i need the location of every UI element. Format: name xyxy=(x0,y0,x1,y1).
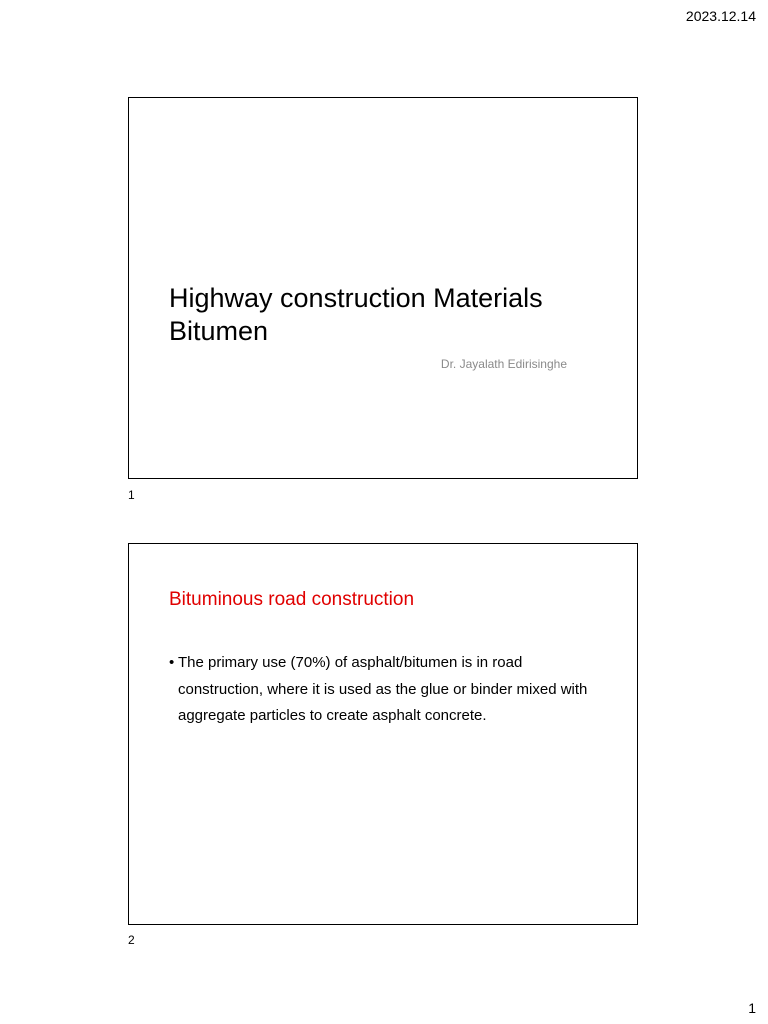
handout-date: 2023.12.14 xyxy=(685,8,756,24)
slide-2 xyxy=(128,543,638,925)
slide-1-author: Dr. Jayalath Edirisinghe xyxy=(440,357,567,371)
bullet-icon: • xyxy=(169,654,175,671)
slide-1-number: 1 xyxy=(128,488,135,502)
title-line-1: Highway construction Materials xyxy=(169,283,543,313)
slide-1 xyxy=(128,97,638,479)
slide-2-number: 2 xyxy=(128,933,135,947)
bullet-text: The primary use (70%) of asphalt/bitumen is in road construction, where it is used as the glue or binder mixed with aggregate particles to create asphalt concrete. xyxy=(178,654,588,724)
page-number: 1 xyxy=(748,1000,756,1016)
slide-1-title xyxy=(169,282,543,348)
slide-2-heading: Bituminous road construction xyxy=(169,589,415,610)
slide-2-bullet-list xyxy=(169,650,589,730)
title-line-2: Bitumen xyxy=(169,316,269,346)
bullet-item xyxy=(169,650,589,730)
